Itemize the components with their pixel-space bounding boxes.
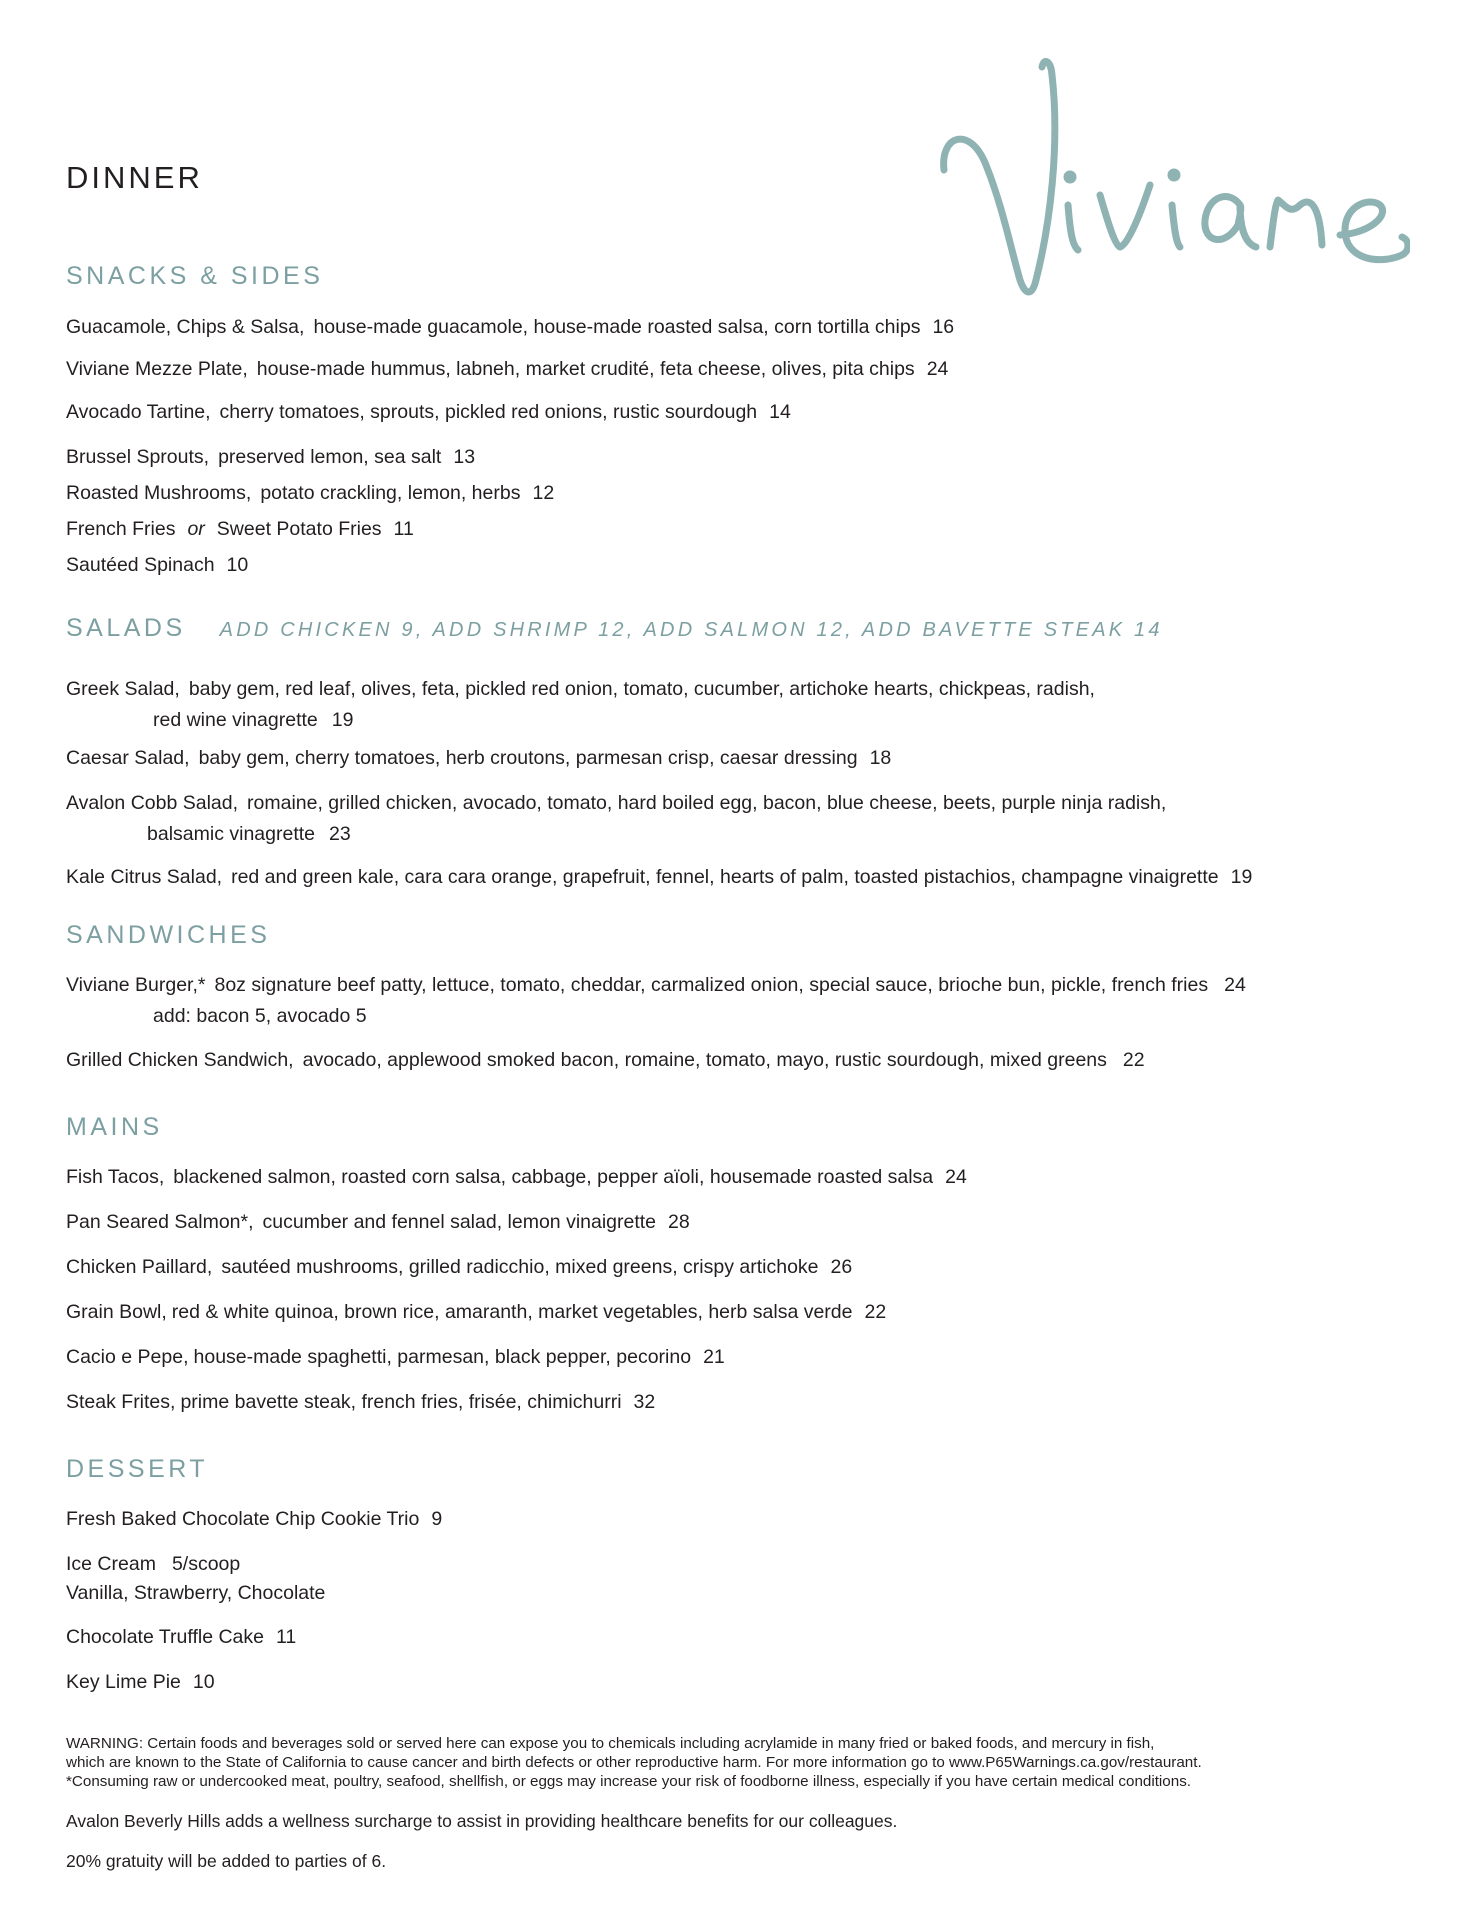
menu-item: Viviane Mezze Plate, house-made hummus, labneh, market crudité, feta cheese, olives, pita chips 24 xyxy=(66,358,949,380)
gratuity-note: 20% gratuity will be added to parties of 6. xyxy=(66,1851,387,1871)
menu-item: Greek Salad, baby gem, red leaf, olives, feta, pickled red onion, tomato, cucumber, artichoke hearts, chickpeas, radish, xyxy=(66,678,1095,700)
section-title-sandwiches: SANDWICHES xyxy=(66,921,271,949)
menu-item: Avalon Cobb Salad, romaine, grilled chicken, avocado, tomato, hard boiled egg, bacon, blue cheese, beets, purple ninja radish, xyxy=(66,792,1167,814)
section-title-mains: MAINS xyxy=(66,1113,163,1141)
menu-item: Grain Bowl, red & white quinoa, brown rice, amaranth, market vegetables, herb salsa verde 22 xyxy=(66,1301,887,1323)
section-title-salads: SALADS ADD CHICKEN 9, ADD SHRIMP 12, ADD SALMON 12, ADD BAVETTE STEAK 14 xyxy=(66,614,1163,642)
menu-item: Pan Seared Salmon*, cucumber and fennel salad, lemon vinaigrette 28 xyxy=(66,1211,690,1233)
viviane-logo xyxy=(940,55,1410,315)
menu-item: Grilled Chicken Sandwich, avocado, applewood smoked bacon, romaine, tomato, mayo, rustic sourdough, mixed greens 22 xyxy=(66,1049,1145,1071)
menu-item: Ice Cream 5/scoop xyxy=(66,1553,241,1575)
menu-item: Caesar Salad, baby gem, cherry tomatoes, herb croutons, parmesan crisp, caesar dressing 18 xyxy=(66,747,892,769)
salad-addons-note: ADD CHICKEN 9, ADD SHRIMP 12, ADD SALMON 12, ADD BAVETTE STEAK 14 xyxy=(219,619,1163,641)
menu-item: Fish Tacos, blackened salmon, roasted corn salsa, cabbage, pepper aïoli, housemade roasted salsa 24 xyxy=(66,1166,967,1188)
menu-item-flavors: Vanilla, Strawberry, Chocolate xyxy=(66,1582,326,1604)
menu-item: Key Lime Pie 10 xyxy=(66,1671,215,1693)
menu-item: Sautéed Spinach 10 xyxy=(66,554,249,576)
menu-item: Guacamole, Chips & Salsa, house-made guacamole, house-made roasted salsa, corn tortilla chips 16 xyxy=(66,316,955,338)
menu-item: Cacio e Pepe, house-made spaghetti, parmesan, black pepper, pecorino 21 xyxy=(66,1346,725,1368)
section-title-dessert: DESSERT xyxy=(66,1455,209,1483)
menu-item: Chocolate Truffle Cake 11 xyxy=(66,1626,297,1648)
menu-item: Fresh Baked Chocolate Chip Cookie Trio 9 xyxy=(66,1508,443,1530)
menu-item: Avocado Tartine, cherry tomatoes, sprouts, pickled red onions, rustic sourdough 14 xyxy=(66,401,791,423)
menu-item: French Fries or Sweet Potato Fries 11 xyxy=(66,518,414,540)
menu-item: Brussel Sprouts, preserved lemon, sea salt 13 xyxy=(66,446,476,468)
section-title-snacks: SNACKS & SIDES xyxy=(66,262,324,290)
menu-item-addon: add: bacon 5, avocado 5 xyxy=(153,1005,367,1027)
page-title: DINNER xyxy=(66,160,203,195)
menu-item: Roasted Mushrooms, potato crackling, lemon, herbs 12 xyxy=(66,482,555,504)
menu-item-continuation: balsamic vinagrette 23 xyxy=(147,823,351,845)
surcharge-note: Avalon Beverly Hills adds a wellness surcharge to assist in providing healthcare benefits for our colleagues. xyxy=(66,1811,898,1831)
menu-item: Viviane Burger,* 8oz signature beef patty, lettuce, tomato, cheddar, carmalized onion, special sauce, brioche bun, pickle, french fries 24 xyxy=(66,974,1246,996)
warning-text: WARNING: Certain foods and beverages sold or served here can expose you to chemicals including acrylamide in many fried or baked foods, and mercury in fish, which are known to the State of California to cause cancer and birth defects or other reproductive harm. For more information go to www.P65Warnings.ca.gov/restaurant. *Consuming raw or undercooked meat, poultry, seafood, shellfish, or eggs may increase your risk of foodborne illness, especially if you have certain medical conditions. xyxy=(66,1735,1202,1790)
menu-item-continuation: red wine vinagrette 19 xyxy=(153,709,354,731)
menu-item: Chicken Paillard, sautéed mushrooms, grilled radicchio, mixed greens, crispy artichoke 26 xyxy=(66,1256,853,1278)
menu-item: Steak Frites, prime bavette steak, french fries, frisée, chimichurri 32 xyxy=(66,1391,656,1413)
menu-item: Kale Citrus Salad, red and green kale, cara cara orange, grapefruit, fennel, hearts of palm, toasted pistachios, champagne vinaigrette 19 xyxy=(66,866,1253,888)
